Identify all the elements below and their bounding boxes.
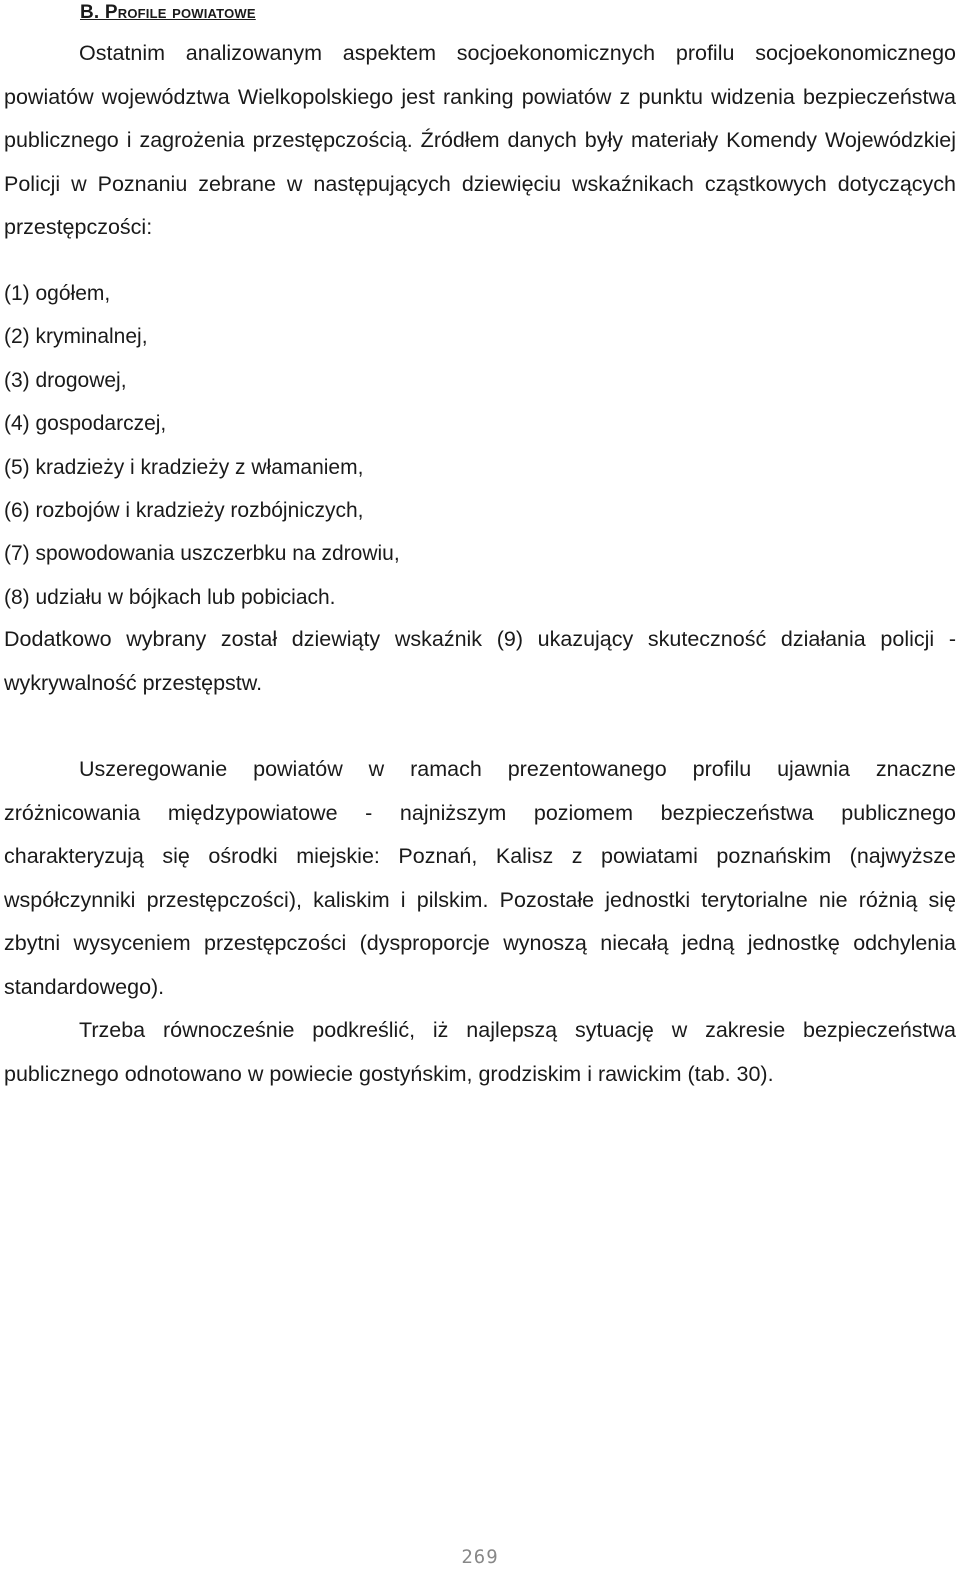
list-item: (7) spowodowania uszczerbku na zdrowiu, (4, 542, 400, 566)
list-item: (8) udziału w bójkach lub pobiciach. (4, 585, 336, 609)
list-item: (1) ogółem, (4, 282, 111, 305)
page-number: 269 (461, 1546, 499, 1568)
list-item: (6) rozbojów i kradzieży rozbójniczych, (4, 499, 364, 523)
paragraph-intro: Ostatnim analizowanym aspektem socjoekonomicznych profilu socjoekonomicznego powiatów województwa Wielkopolskiego jest ranking powiatów z punktu widzenia bezpieczeństwa publicznego i zagrożenia przestępczością. Źródłem danych były materiały Komendy Wojewódzkiej Policji w Poznaniu zebrane w następujących dziewięciu wskaźnikach cząstkowych dotyczących przestępczości: (4, 41, 956, 239)
list-item: (2) kryminalnej, (4, 325, 148, 349)
list-item: (5) kradzieży i kradzieży z włamaniem, (4, 455, 364, 479)
paragraph-ninth-indicator: Dodatkowo wybrany został dziewiąty wskaźnik (9) ukazujący skuteczność działania policji - wykrywalność przestępstw. (4, 627, 956, 695)
paragraph-best-situation: Trzeba równocześnie podkreślić, iż najlepszą sytuację w zakresie bezpieczeństwa publicznego odnotowano w powiecie gostyńskim, grodziskim i rawickim (tab. 30). (4, 1018, 956, 1086)
section-heading: B. Profile powiatowe (80, 2, 256, 23)
paragraph-ranking: Uszeregowanie powiatów w ramach prezentowanego profilu ujawnia znaczne zróżnicowania międzypowiatowe - najniższym poziomem bezpieczeństwa publicznego charakteryzują się ośrodki miejskie: Poznań, Kalisz z powiatami poznańskim (najwyższe współczynniki przestępczości), kaliskim i pilskim. Pozostałe jednostki terytorialne nie różnią się zbytni wysyceniem przestępczości (dysproporcje wynoszą niecałą jedną jednostkę odchylenia standardowego). (4, 757, 956, 999)
crime-indicator-list (4, 272, 400, 619)
list-item: (4) gospodarczej, (4, 412, 167, 436)
list-item: (3) drogowej, (4, 368, 127, 392)
